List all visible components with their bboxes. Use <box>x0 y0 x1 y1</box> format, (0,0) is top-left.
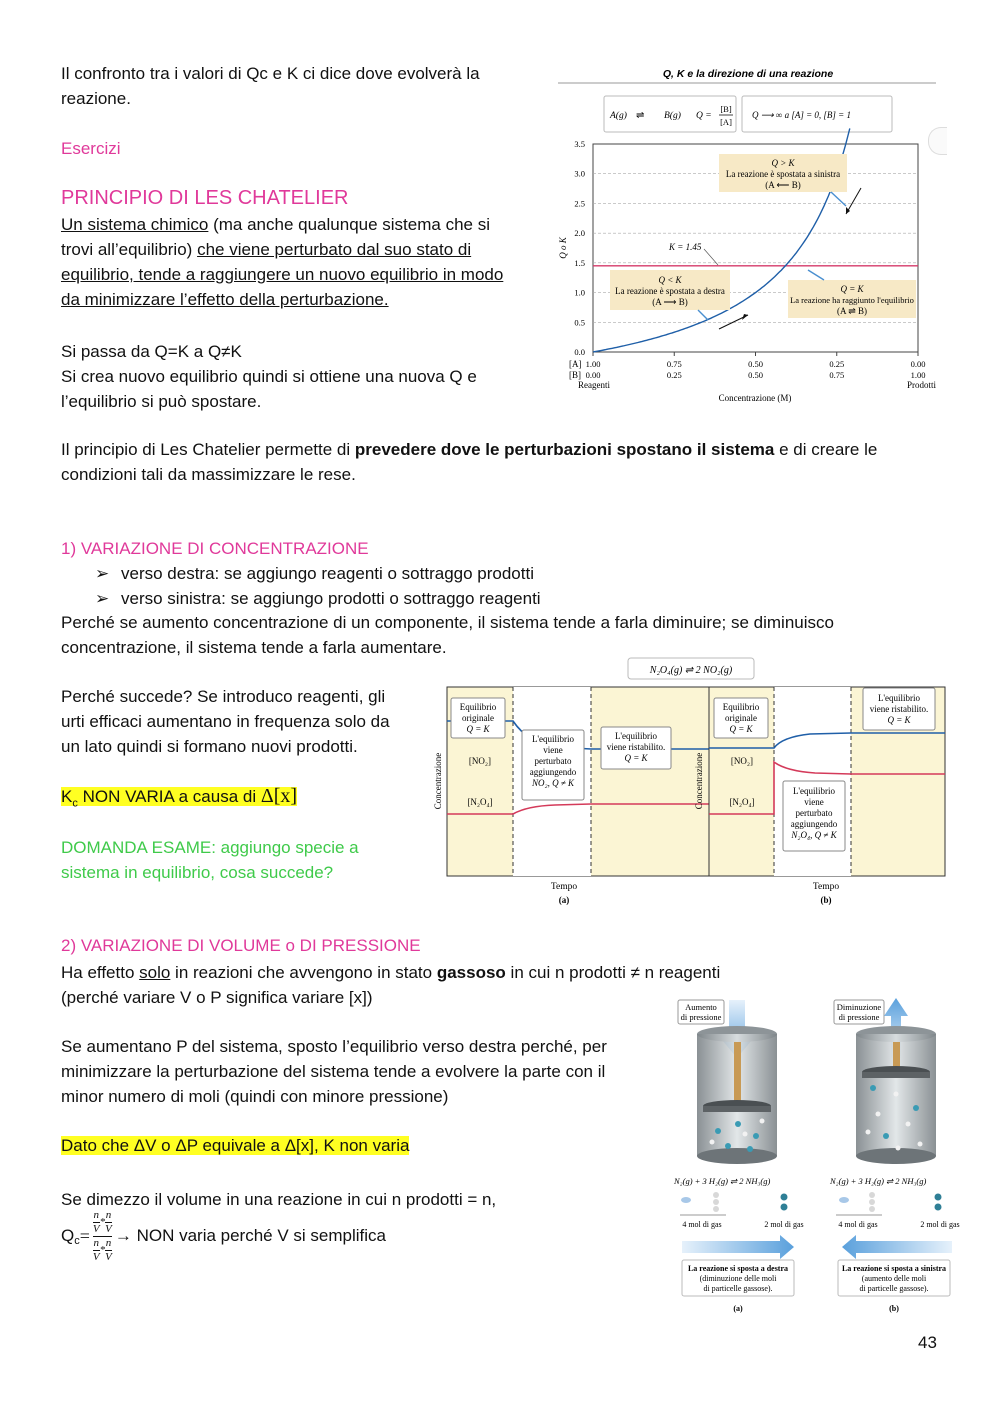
why-paragraph: Perché succede? Se introduco reagenti, gli urti efficaci aumentano in frequenza solo da un lato quindi si formano nuovi prodotti. <box>61 687 390 756</box>
frac-n1: n <box>93 1208 99 1221</box>
qk-y-tick-label: 3.0 <box>574 168 585 179</box>
p1-a: Ha effetto <box>61 963 140 982</box>
gas2-label-a: 2 mol di gas <box>764 1220 804 1229</box>
qk-x-label: Concentrazione (M) <box>718 393 792 403</box>
reagents-label: Reagenti <box>578 380 610 390</box>
pert-a-4: aggiungendo <box>529 767 577 777</box>
reaction-b-label: B(g) <box>664 111 681 121</box>
b-tick-label: 0.00 <box>585 370 601 380</box>
b-tick-label: 1.00 <box>910 370 926 380</box>
kc-sub: c <box>72 797 78 810</box>
qk-y-tick-label: 1.0 <box>574 287 585 298</box>
shift-left-2: (aumento delle moli <box>861 1274 927 1283</box>
pert-a-3: perturbato <box>534 756 572 766</box>
gas2-label-b: 2 mol di gas <box>920 1220 960 1229</box>
section2-line1 <box>61 960 941 985</box>
p1-underline: solo <box>139 963 171 982</box>
q-limit-text: Q ⟶ ∞ a [A] = 0, [B] = 1 <box>752 110 851 120</box>
qk-title: Q, K e la direzione di una reazione <box>662 68 834 80</box>
shift-right-2: (diminuzione delle moli <box>699 1274 777 1283</box>
inc-label-1: Aumento <box>685 1002 717 1012</box>
rest-b-1: L'equilibrio <box>877 693 921 703</box>
frac-n3: n <box>93 1236 99 1249</box>
dec-label-1: Diminuzione <box>836 1002 882 1012</box>
row-a-label: [A] <box>569 359 582 369</box>
qk-y-tick-label: 2.0 <box>574 228 585 239</box>
principle-definition <box>61 212 526 312</box>
frac-v3: V <box>92 1250 100 1263</box>
inc-label-2: di pressione <box>680 1012 722 1022</box>
q-transition-line: Si passa da Q=K a Q≠K <box>61 342 242 361</box>
p1-c: in cui n prodotti ≠ n reagenti <box>505 963 721 982</box>
qk-y-tick-label: 0.5 <box>574 317 585 328</box>
rest-b-3: Q = K <box>887 715 911 725</box>
qk-y-tick-label: 2.5 <box>574 198 585 209</box>
qc-equals: = <box>79 1225 90 1246</box>
frac-star2: * <box>99 1243 106 1256</box>
p1-b: in reazioni che avvengono in stato <box>170 963 437 982</box>
qk-y-tick-label: 3.5 <box>574 139 585 149</box>
b-tick-label: 0.50 <box>748 370 763 380</box>
q-equal-k-label: Q = K <box>840 284 864 294</box>
highlight-text: Dato che ΔV o ΔP equivale a Δ[x], K non varia <box>61 1136 410 1155</box>
section2-line2: (perché variare V o P significa variare [x]) <box>61 988 373 1007</box>
frac-n4: n <box>105 1236 112 1249</box>
shift-right-arrow <box>682 1235 794 1259</box>
pert-b-4: aggiungendo <box>790 819 838 829</box>
definition-rule: che viene perturbato dal suo stato di equilibrio, tende a raggiungere un nuovo equilibrio in modo da minimizzare l’effetto della perturbazione. <box>61 240 504 309</box>
page-number: 43 <box>918 1333 937 1352</box>
n2o4-x-label-b: Tempo <box>812 882 840 892</box>
direction-list <box>95 561 795 611</box>
section1-heading: 1) VARIAZIONE DI CONCENTRAZIONE <box>61 539 369 558</box>
list-item: ➢ verso sinistra: se aggiungo prodotti o sottraggo reagenti <box>95 586 795 611</box>
frac-v2: V <box>105 1222 112 1235</box>
b-tick-label: 0.75 <box>829 370 845 380</box>
para-end: e di creare le condizioni tali da massimizzare le rese. <box>61 440 878 484</box>
shift-left-1: La reazione si sposta a sinistra <box>841 1264 947 1273</box>
qk-direction-figure <box>556 62 940 407</box>
definition-aside: (ma anche qualunque sistema che si trovi all’equilibrio) <box>61 215 490 259</box>
shift-left-arrow <box>842 1235 952 1259</box>
rest-a-1: L'equilibrio <box>614 731 658 741</box>
q-equal-k-text: La reazione ha raggiunto l'equilibrio <box>790 295 914 305</box>
panel-a <box>433 687 714 905</box>
section2-heading: 2) VARIAZIONE DI VOLUME o DI PRESSIONE <box>61 936 421 955</box>
piston-panel-b: (b) <box>889 1304 899 1313</box>
definition-subject: Un sistema chimico <box>61 215 209 234</box>
section1-explanation: Perché se aumento concentrazione di un componente, il sistema tende a farla diminuire; se diminuisco concentrazione, il sistema tende a farla aumentare. <box>61 613 834 657</box>
n2o4-y-label-a: Concentrazione <box>433 752 443 810</box>
orig-label-1: Equilibrio <box>459 702 497 712</box>
panel-b-label: (b) <box>820 895 832 905</box>
products-label: Prodotti <box>906 380 936 390</box>
piston-expanded <box>834 998 936 1164</box>
a-tick-label: 0.25 <box>829 359 845 369</box>
piston-reaction-a: N₂(g) + 3 H₂(g) ⇌ 2 NH₃(g) <box>674 1176 771 1186</box>
pert-a-1: L'equilibrio <box>531 734 575 744</box>
piston-panel-a: (a) <box>733 1304 743 1313</box>
orig-label-b-1: Equilibrio <box>722 702 760 712</box>
gas4-label-b: 4 mol di gas <box>838 1220 878 1229</box>
row-b-label: [B] <box>569 370 581 380</box>
q-greater-k-direction: (A ⟵ B) <box>765 180 801 190</box>
a-tick-label: 0.75 <box>666 359 682 369</box>
kc-text: NON VARIA a causa di <box>77 787 261 806</box>
qk-y-label: Q o K <box>558 237 568 259</box>
list-item: ➢ verso destra: se aggiungo reagenti o sottraggo prodotti <box>95 561 795 586</box>
panel-a-label: (a) <box>558 895 570 905</box>
n2o4-y-label-b: Concentrazione <box>694 752 704 810</box>
orig-label-b-2: originale <box>725 713 757 723</box>
q-numerator: [B] <box>720 104 732 114</box>
pert-b-3: perturbato <box>795 808 833 818</box>
halve-volume-line: Se dimezzo il volume in una reazione in cui n prodotti = n, <box>61 1190 497 1209</box>
orig-label-2: originale <box>462 713 494 723</box>
kc-k: K <box>61 787 73 806</box>
piston-pressure-figure <box>668 996 968 1318</box>
q-equal-k-direction: (A ⇌ B) <box>836 306 868 316</box>
piston-reaction-b: N₂(g) + 3 H₂(g) ⇌ 2 NH₃(g) <box>830 1176 927 1186</box>
gas4-label-a: 4 mol di gas <box>682 1220 722 1229</box>
k-constant-note <box>61 1133 409 1159</box>
orig-label-3: Q = K <box>466 724 490 734</box>
no2-label-b: [NO₂] <box>730 756 754 766</box>
n2o4-label-b: [N₂O₄] <box>729 797 755 807</box>
rest-a-3: Q = K <box>624 753 648 763</box>
orig-label-b-3: Q = K <box>729 724 753 734</box>
para-start: Il principio di Les Chatelier permette di <box>61 440 355 459</box>
a-tick-label: 0.50 <box>748 359 763 369</box>
equilibrium-arrow-1: ⇌ <box>636 110 645 121</box>
shift-right-3: di particelle gassose). <box>703 1284 773 1293</box>
q-less-k-label: Q < K <box>658 275 682 285</box>
exercises-label: Esercizi <box>61 139 121 158</box>
frac-v4: V <box>105 1250 112 1263</box>
qc-fraction <box>93 1210 112 1263</box>
pert-a-2: viene <box>543 745 563 755</box>
rest-b-2: viene ristabilito. <box>869 704 929 714</box>
n2o4-reaction-text: N₂O₄(g) ⇌ 2 NO₂(g) <box>649 665 733 676</box>
new-equilibrium-line: Si crea nuovo equilibrio quindi si ottiene una nuova Q e l’equilibrio si può spostare. <box>61 367 477 411</box>
a-tick-label: 0.00 <box>910 359 926 369</box>
b-tick-label: 0.25 <box>666 370 682 380</box>
qc-formula <box>61 1208 386 1264</box>
rest-a-2: viene ristabilito. <box>606 742 666 752</box>
qk-y-tick-label: 0.0 <box>574 347 585 357</box>
n2o4-x-label-a: Tempo <box>550 882 578 892</box>
dec-label-2: di pressione <box>838 1012 880 1022</box>
reaction-a-label: A(g) <box>610 111 627 121</box>
pert-a-5: NO₂, Q ≠ K <box>531 778 575 788</box>
a-tick-label: 1.00 <box>585 359 601 369</box>
no2-label: [NO₂] <box>468 756 492 766</box>
kc-delta: Δ[x] <box>260 785 298 807</box>
principle-heading: PRINCIPIO DI LES CHATELIER <box>61 187 349 209</box>
exam-question: DOMANDA ESAME: aggiungo specie a sistema in equilibrio, cosa succede? <box>61 838 359 882</box>
qc-sub: c <box>74 1235 80 1247</box>
qk-y-tick-label: 1.5 <box>574 257 585 268</box>
shift-left-3: di particelle gassose). <box>859 1284 929 1293</box>
qk-y-ticks <box>574 139 585 357</box>
p1-bold: gassoso <box>436 963 506 982</box>
n2o4-label: [N₂O₄] <box>467 797 493 807</box>
pert-b-1: L'equilibrio <box>792 786 836 796</box>
q-denominator: [A] <box>720 117 732 127</box>
qc-q: Q <box>61 1226 75 1245</box>
n2o4-equilibrium-figure <box>430 655 950 910</box>
q-less-k-direction: (A ⟶ B) <box>652 297 688 307</box>
piston-compressed <box>678 1000 777 1164</box>
qc-tail: → NON varia perché V si semplifica <box>114 1226 386 1245</box>
q-greater-k-label: Q > K <box>771 158 795 168</box>
k-value-label: K = 1.45 <box>669 242 702 252</box>
panel-b <box>694 687 945 905</box>
principle-paragraph <box>61 437 941 487</box>
frac-star1: * <box>99 1215 106 1228</box>
pert-b-5: N₂O₄, Q ≠ K <box>791 830 837 840</box>
pressure-paragraph: Se aumentano P del sistema, sposto l’equilibrio verso destra perché, per minimizzare la perturbazione del sistema tende a evolvere la parte con il minor numero di moli (quindi con minore pressione) <box>61 1037 607 1106</box>
intro-line: Il confronto tra i valori di Qc e K ci dice dove evolverà la reazione. <box>61 64 480 108</box>
q-greater-k-text: La reazione è spostata a sinistra <box>725 169 841 179</box>
pert-b-2: viene <box>804 797 824 807</box>
para-bold: prevedere dove le perturbazioni spostano il sistema <box>354 440 775 459</box>
qk-x-ticks <box>586 352 926 380</box>
frac-v1: V <box>92 1222 100 1235</box>
shift-right-1: La reazione si sposta a destra <box>687 1264 789 1273</box>
q-less-k-text: La reazione è spostata a destra <box>615 286 725 296</box>
frac-n2: n <box>105 1208 112 1221</box>
kc-note <box>61 784 297 816</box>
page-side-tab[interactable] <box>928 127 947 155</box>
q-definition: Q = <box>696 111 712 121</box>
